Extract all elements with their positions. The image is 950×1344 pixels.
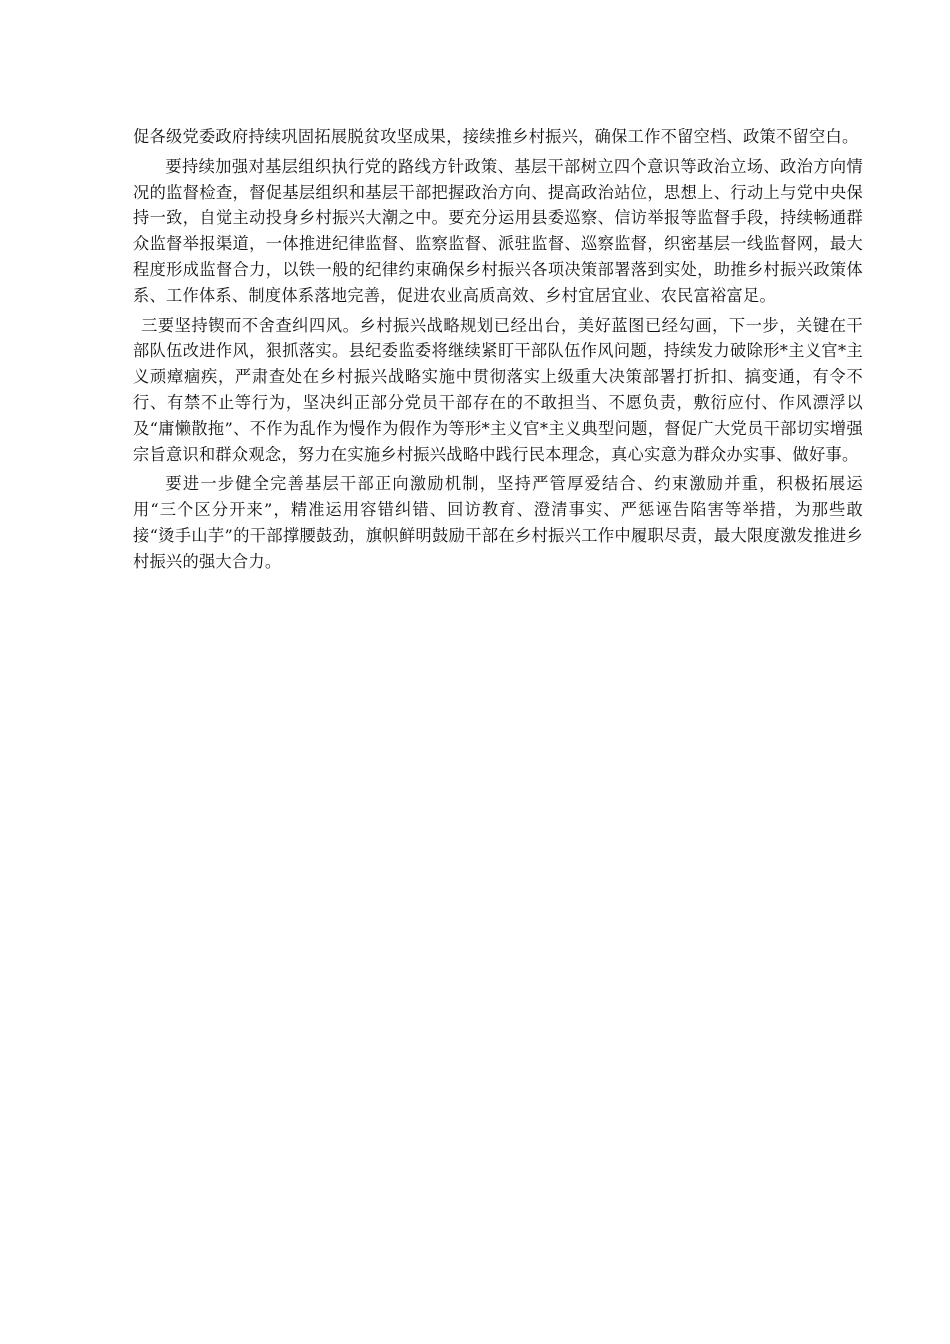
paragraph-incentive: 要进一步健全完善基层干部正向激励机制，坚持严管厚爱结合、约束激励并重，积极拓展运用“三个区分开来”，精准运用容错纠错、回访教育、澄清事实、严惩诬告陷害等举措，为那些敢接“烫手山芋”的干部撑腰鼓劲，旗帜鲜明鼓励干部在乡村振兴工作中履职尽责，最大限度激发推进乡村振兴的强大合力。 [133,474,863,571]
paragraph-supervision: 要持续加强对基层组织执行党的路线方针政策、基层干部树立四个意识等政治立场、政治方向情况的监督检查，督促基层组织和基层干部把握政治方向、提高政治站位，思想上、行动上与党中央保持一致，自觉主动投身乡村振兴大潮之中。要充分运用县委巡察、信访举报等监督手段，持续畅通群众监督举报渠道，一体推进纪律监督、监察监督、派驻监督、巡察监督，织密基层一线监督网，最大程度形成监督合力，以铁一般的纪律约束确保乡村振兴各项决策部署落到实处，助推乡村振兴政策体系、工作体系、制度体系落地完善，促进农业高质高效、乡村宜居宜业、农民富裕富足。 [133,156,863,305]
paragraph-four-styles: 三要坚持锲而不舍查纠四风。乡村振兴战略规划已经出台，美好蓝图已经勾画，下一步，关键在干部队伍改进作风，狠抓落实。县纪委监委将继续紧盯干部队伍作风问题，持续发力破除形*主义官*主义顽瘴痼疾，严肃查处在乡村振兴战略实施中贯彻落实上级重大决策部署打折扣、搞变通，有令不行、有禁不止等行为，坚决纠正部分党员干部存在的不敢担当、不愿负责，敷衍应付、作风漂浮以及“庸懒散拖”、不作为乱作为慢作为假作为等形*主义官*主义典型问题，督促广大党员干部切实增强宗旨意识和群众观念，努力在实施乡村振兴战略中践行民本理念，真心实意为群众办实事、做好事。 [133,315,863,464]
document-body [133,124,863,579]
paragraph-continuation: 促各级党委政府持续巩固拓展脱贫攻坚成果，接续推乡村振兴，确保工作不留空档、政策不留空白。 [133,127,859,146]
